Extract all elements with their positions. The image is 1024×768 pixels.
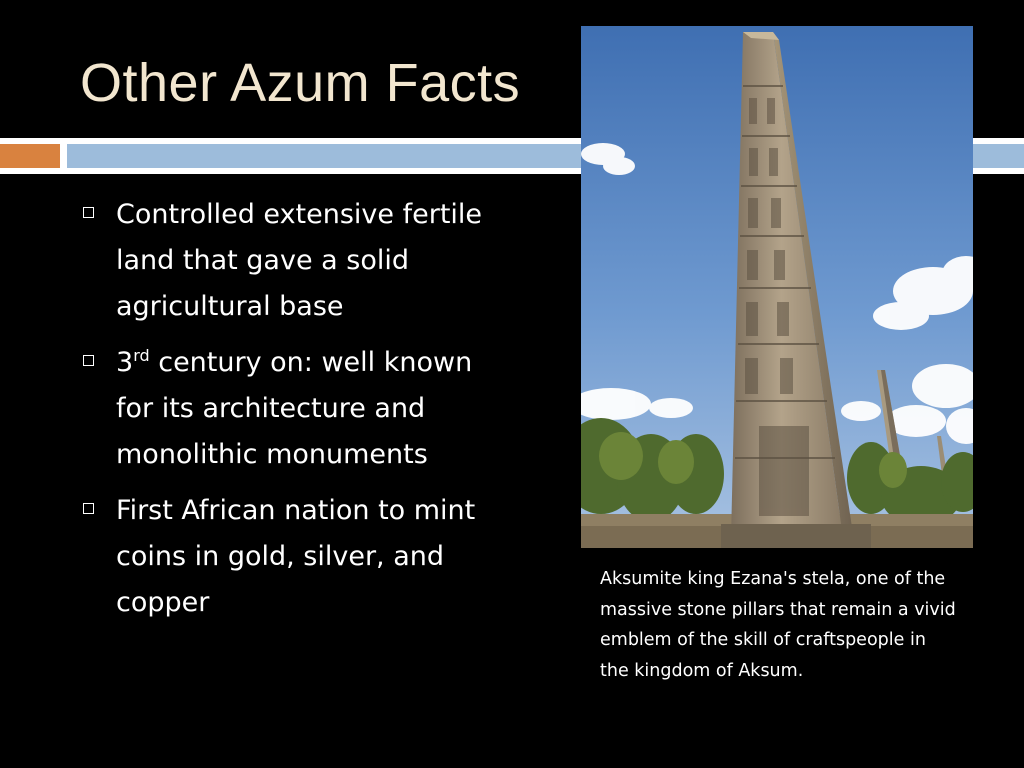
slide-title: Other Azum Facts bbox=[80, 53, 521, 113]
bullet-item bbox=[80, 488, 500, 626]
bullet-item bbox=[80, 192, 500, 330]
bullet-text: First African nation to mint coins in gold, silver, and copper bbox=[116, 495, 476, 618]
bullet-ordinal: 3 bbox=[116, 347, 134, 378]
bullet-item bbox=[80, 340, 500, 478]
hollow-square-bullet-icon bbox=[83, 355, 94, 366]
hollow-square-bullet-icon bbox=[83, 503, 94, 514]
bullet-text: century on: well known for its architecture and monolithic monuments bbox=[116, 347, 473, 470]
stela-photo bbox=[581, 26, 973, 548]
photo-caption: Aksumite king Ezana's stela, one of the massive stone pillars that remain a vivid emblem of the skill of craftspeople in the kingdom of Aksum. bbox=[600, 569, 956, 681]
bullet-text: Controlled extensive fertile land that gave a solid agricultural base bbox=[116, 199, 483, 322]
hollow-square-bullet-icon bbox=[83, 207, 94, 218]
divider-orange-accent bbox=[0, 144, 60, 168]
bullet-list bbox=[80, 192, 500, 636]
bullet-ordinal-suffix: rd bbox=[133, 346, 150, 365]
